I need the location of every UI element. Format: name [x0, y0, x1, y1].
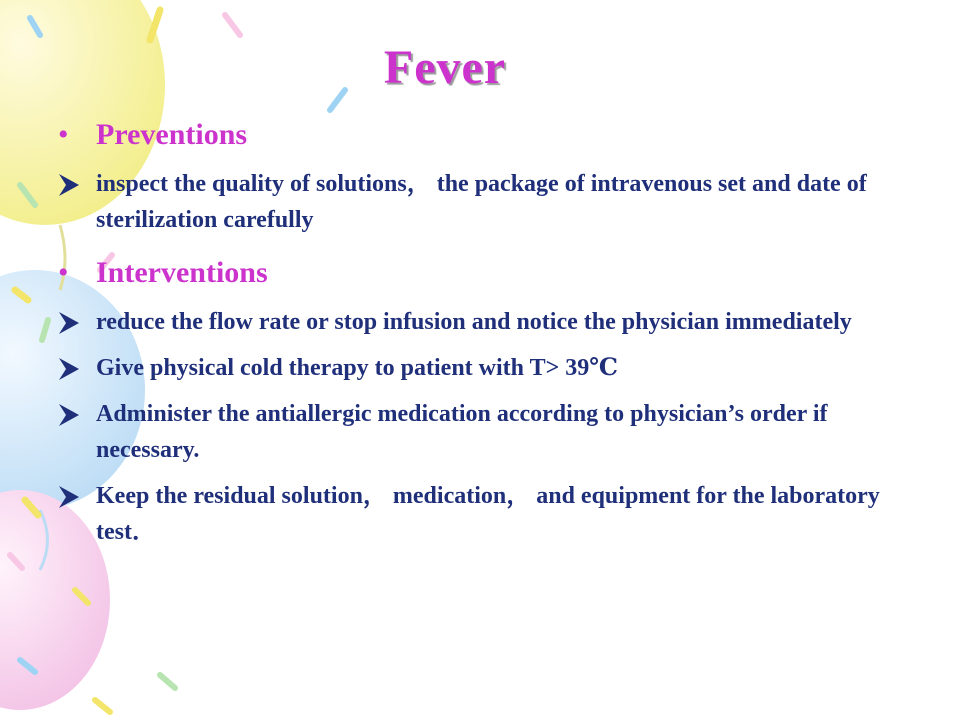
section-heading-interventions [58, 252, 908, 294]
slide-title: Fever [383, 41, 507, 94]
bullet-dot-icon: • [58, 256, 69, 289]
section-heading-preventions [58, 114, 908, 156]
list-item [58, 396, 908, 468]
bullet-dot-icon: • [58, 118, 69, 151]
list-item [58, 350, 908, 386]
arrow-bullet-icon [58, 484, 80, 520]
arrow-bullet-icon [58, 310, 80, 346]
slide-content [58, 114, 908, 550]
arrow-bullet-icon [58, 402, 80, 438]
item-text: Keep the residual solution， medication， and equipment for the laboratory test． [96, 483, 880, 545]
list-item [58, 304, 908, 340]
item-text: inspect the quality of solutions， the package of intravenous set and date of sterilization carefully [96, 171, 867, 233]
list-item [58, 478, 908, 550]
item-text: reduce the flow rate or stop infusion and notice the physician immediately [96, 309, 852, 335]
arrow-bullet-icon [58, 356, 80, 392]
heading-label: Preventions [96, 118, 248, 151]
item-text: Administer the antiallergic medication according to physician’s order if necessary. [96, 401, 828, 463]
heading-label: Interventions [96, 256, 268, 289]
list-item [58, 166, 908, 238]
item-text: Give physical cold therapy to patient with T> 39℃ [96, 355, 619, 381]
arrow-bullet-icon [58, 172, 80, 208]
